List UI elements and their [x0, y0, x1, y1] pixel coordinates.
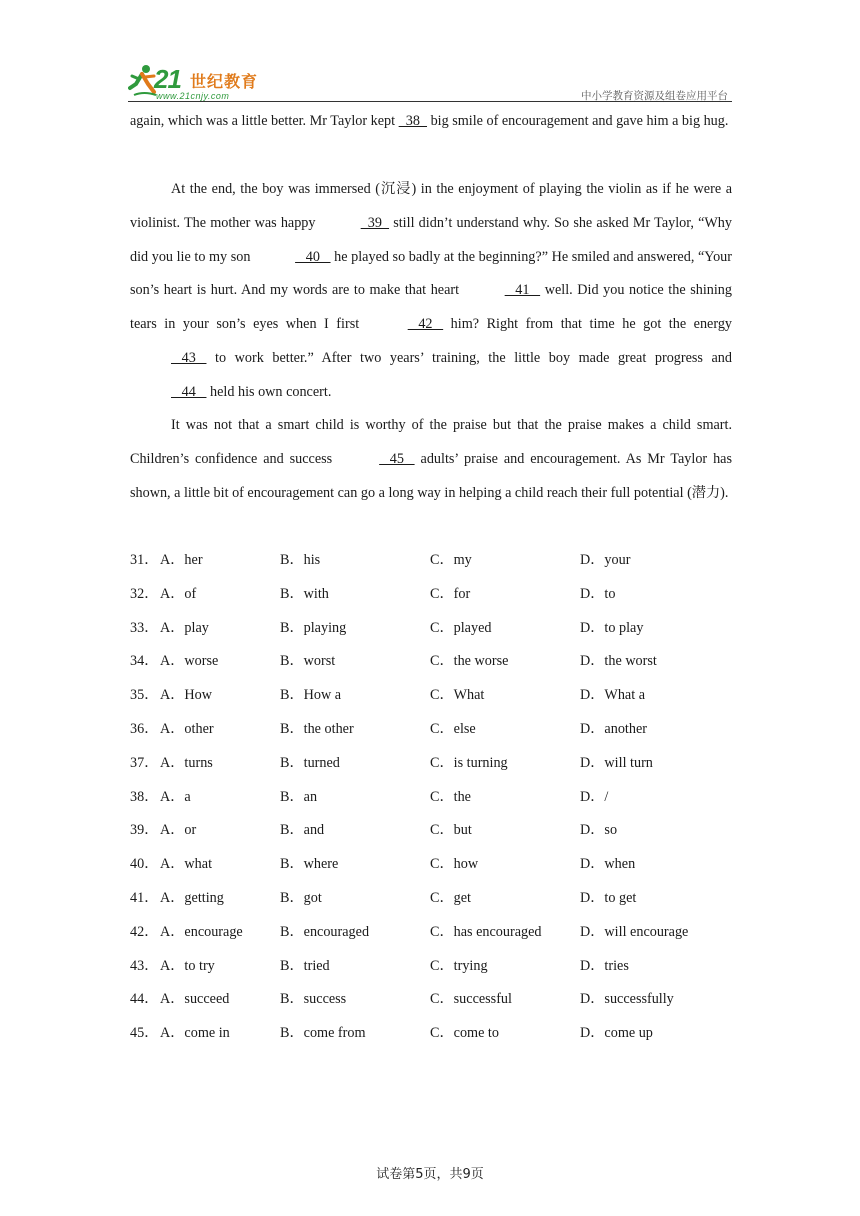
- option-a: A．come in: [160, 1025, 230, 1042]
- option-a: A．other: [160, 720, 214, 737]
- option-d: D．will encourage: [580, 923, 689, 940]
- blank-40: 40: [295, 248, 331, 265]
- option-b: B．and: [280, 822, 325, 839]
- question-row: [130, 713, 732, 747]
- option-d: D．/: [580, 788, 609, 805]
- question-row: [130, 781, 732, 815]
- option-d: D．to: [580, 585, 616, 602]
- question-row: [130, 882, 732, 916]
- question-number: 33．: [130, 619, 159, 636]
- blank-39: 39: [360, 214, 390, 231]
- logo-21cnjy: [128, 62, 278, 102]
- option-d: D．tries: [580, 957, 629, 974]
- option-d: D．successfully: [580, 991, 674, 1008]
- question-row: [130, 1017, 732, 1051]
- option-b: B．worst: [280, 653, 336, 670]
- option-d: D．come up: [580, 1025, 653, 1042]
- option-c: C．played: [430, 619, 492, 636]
- option-b: B．encouraged: [280, 923, 370, 940]
- option-b: B．got: [280, 889, 322, 906]
- page-number-label: 试卷第5页，共9页: [376, 1167, 484, 1182]
- logo-url: www.21cnjy.com: [156, 91, 230, 101]
- header-divider: [128, 101, 732, 102]
- option-c: C．but: [430, 822, 472, 839]
- option-a: A．play: [160, 619, 209, 636]
- question-row: [130, 916, 732, 950]
- option-a: A．turns: [160, 754, 213, 771]
- question-number: 31．: [130, 552, 159, 568]
- question-row: [130, 645, 732, 679]
- question-number: 44．: [130, 991, 159, 1008]
- option-b: B．with: [280, 585, 329, 602]
- option-c: C．my: [430, 552, 472, 568]
- option-c: C．the: [430, 788, 471, 805]
- question-row: [130, 679, 732, 713]
- option-d: D．the worst: [580, 653, 657, 670]
- option-b: B．an: [280, 788, 318, 805]
- option-c: C．how: [430, 856, 479, 873]
- question-number: 45．: [130, 1025, 159, 1042]
- option-b: B．his: [280, 552, 321, 568]
- blank-42: 42: [407, 316, 444, 333]
- blank-41: 41: [504, 282, 541, 299]
- option-d: D．so: [580, 822, 618, 839]
- question-row: [130, 848, 732, 882]
- option-d: D．What a: [580, 687, 646, 704]
- option-b: B．success: [280, 991, 347, 1008]
- option-a: A．How: [160, 687, 213, 704]
- option-c: C．is turning: [430, 754, 508, 771]
- question-row: [130, 612, 732, 646]
- blank-38: 38: [398, 113, 428, 129]
- question-number: 43．: [130, 957, 159, 974]
- question-number: 36．: [130, 720, 159, 737]
- option-a: A．or: [160, 822, 197, 839]
- question-number: 38．: [130, 788, 159, 805]
- logo-number: 21: [154, 64, 181, 94]
- question-number: 40．: [130, 856, 159, 873]
- question-options: [130, 544, 732, 1051]
- question-row: [130, 544, 732, 578]
- option-c: C．successful: [430, 991, 512, 1008]
- question-row: [130, 578, 732, 612]
- question-number: 37．: [130, 754, 159, 771]
- question-number: 34．: [130, 653, 159, 670]
- question-number: 32．: [130, 585, 159, 602]
- question-row: [130, 950, 732, 984]
- option-b: B．turned: [280, 754, 340, 771]
- question-row: [130, 747, 732, 781]
- option-d: D．to get: [580, 889, 637, 906]
- option-a: A．to try: [160, 957, 215, 974]
- page-header: [128, 62, 732, 104]
- option-d: D．your: [580, 552, 631, 568]
- option-c: C．What: [430, 687, 485, 704]
- blank-45: 45: [379, 450, 415, 467]
- question-number: 42．: [130, 923, 159, 940]
- logo-text: 世纪教育: [190, 72, 259, 91]
- option-c: C．the worse: [430, 653, 509, 670]
- option-c: C．else: [430, 720, 476, 737]
- question-number: 41．: [130, 889, 159, 906]
- question-number: 35．: [130, 687, 159, 704]
- option-c: C．has encouraged: [430, 923, 542, 940]
- option-c: C．get: [430, 889, 471, 906]
- option-a: A．a: [160, 788, 191, 805]
- option-b: B．come from: [280, 1025, 366, 1042]
- option-a: A．worse: [160, 653, 219, 670]
- header-tagline: 中小学教育资源及组卷应用平台: [581, 90, 728, 102]
- page-footer: [0, 1163, 860, 1182]
- question-row: [130, 983, 732, 1017]
- question-number: 39．: [130, 822, 159, 839]
- option-a: A．what: [160, 856, 213, 873]
- option-b: B．tried: [280, 957, 330, 974]
- option-b: B．where: [280, 856, 339, 873]
- blank-43: 43: [171, 349, 207, 366]
- question-row: [130, 814, 732, 848]
- option-b: B．the other: [280, 720, 354, 737]
- option-a: A．succeed: [160, 991, 230, 1008]
- passage-paragraph-2: At the end, the boy was immersed (沉浸) in the enjoyment of playing the violin as if he were a violinist. The mother was happy 39 still didn’t understand why. So she asked Mr Taylor, “Why did you lie to my son 40 he played so badly at the beginning?” He smiled and answered, “Your son’s heart is hurt. And my words are to make that heart 41 well. Did you notice the shining tears in your son’s eyes when I first 42 him? Right from that time he got the energy 43 to work better.” After two years’ training, the little boy made great progress and 44 held his own concert.: [130, 173, 732, 410]
- option-a: A．of: [160, 585, 197, 602]
- option-c: C．come to: [430, 1025, 499, 1042]
- option-b: B．How a: [280, 687, 342, 704]
- option-a: A．her: [160, 552, 203, 568]
- option-c: C．for: [430, 585, 471, 602]
- option-d: D．another: [580, 720, 647, 737]
- option-d: D．when: [580, 856, 636, 873]
- option-a: A．encourage: [160, 923, 243, 940]
- option-d: D．to play: [580, 619, 644, 636]
- passage-paragraph-3: It was not that a smart child is worthy of the praise but that the praise makes a child smart. Children’s confidence and success 45 adults’ praise and encouragement. As Mr Taylor has shown, a little bit of encouragement can go a long way in helping a child reach their full potential (潜力).: [130, 417, 732, 501]
- blank-44: 44: [171, 383, 207, 400]
- option-c: C．trying: [430, 957, 488, 974]
- passage-paragraph-1: again, which was a little better. Mr Taylor kept 38 big smile of encouragement and gave him a big hug.: [130, 105, 732, 139]
- option-a: A．getting: [160, 889, 224, 906]
- option-b: B．playing: [280, 619, 347, 636]
- option-d: D．will turn: [580, 754, 653, 771]
